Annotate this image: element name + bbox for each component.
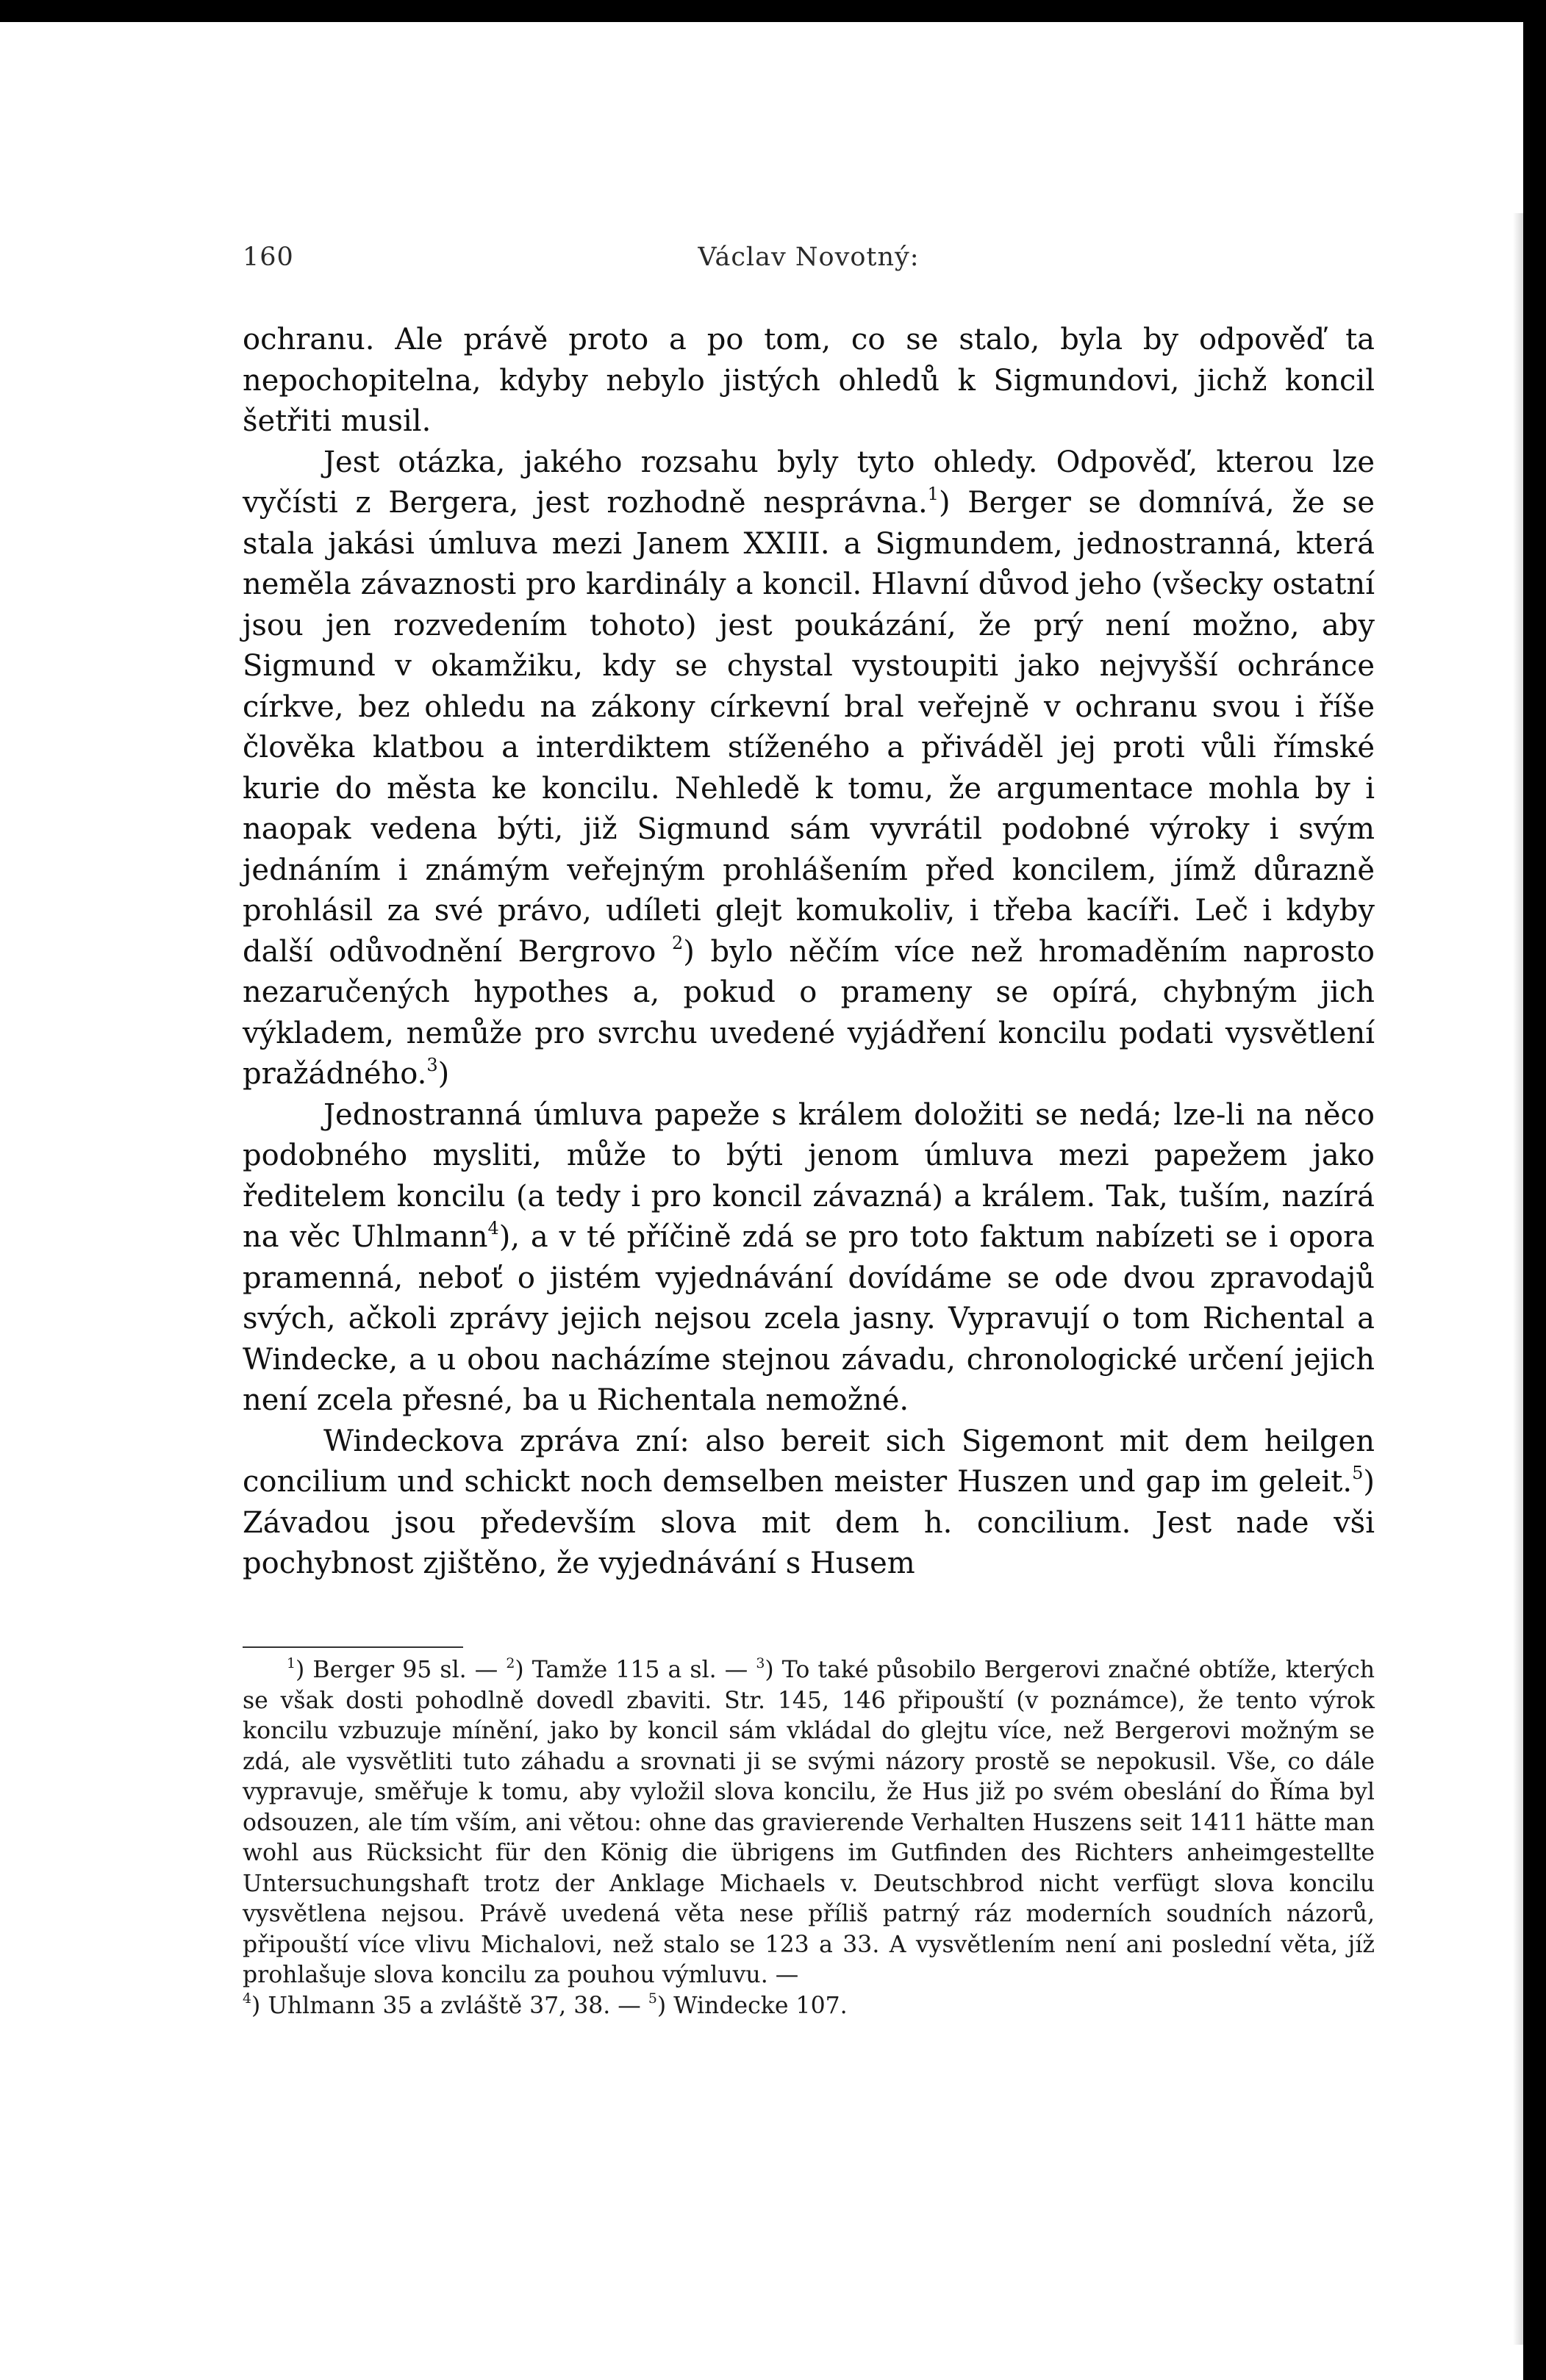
footnote-rule [243, 1646, 463, 1648]
paragraph-1-text: ochranu. Ale právě proto a po tom, co se stalo, byla by odpověď ta nepochopitelna, kdyby nebylo jistých ohledů k Sigmundovi, jichž koncil šetřiti musil. [243, 323, 1375, 438]
footnote-num-5: 5 [648, 1990, 657, 2007]
footnote-3: ) To také působilo Bergerovi značné obtíže, kterých se však dosti pohodlně dovedl zbaviti. Str. 145, 146 připouští (v poznámce), že tento výrok koncilu vzbuzuje mínění, jako by koncil sám vkládal do glejtu více, než Bergerovi možným se zdá, ale vysvětliti tuto záhadu a srovnati ji se svými názory prostě se nepokusil. Vše, co dále vypravuje, směřuje k tomu, aby vyložil slova koncilu, že Hus již po svém obeslání do Říma byl odsouzen, ale tím vším, ani větou: ohne das gravierende Verhalten Huszens seit 1411 hätte man wohl aus Rücksicht für den König die übrigens im Gutfinden des Richters anheimgestellte Untersuchungshaft trotz der Anklage Michaels v. Deutschbrod nicht verfügt slova koncilu vysvětlena nejsou. Právě uvedená věta nese příliš patrný ráz moderních soudních názorů, připouští více vlivu Michalovi, než stalo se 123 a 33. A vysvětlením není ani poslední věta, jíž prohlašuje slova koncilu za pouhou výmluvu. — [243, 1657, 1375, 1988]
paragraph-3-text-a: Jednostranná úmluva papeže s králem doložiti se nedá; lze-li na něco podobného mysliti, může to býti jenom úmluva mezi papežem jako ředitelem koncilu (a tedy i pro koncil závazná) a králem. Tak, tuším, nazírá na věc Uhlmann [243, 1097, 1375, 1254]
paragraph-3 [243, 1095, 1375, 1422]
footnote-num-3: 3 [756, 1655, 765, 1671]
paragraph-2-text-c: ) bylo něčím více než hromaděním naprosto nezaručených hypothes a, pokud o prameny se opírá, chybným jich výkladem, nemůže pro svrchu uvedené vyjádření koncilu podati vysvětlení pražádného. [243, 934, 1375, 1091]
paragraph-2 [243, 442, 1375, 1095]
body-text [243, 320, 1375, 1585]
running-title: Václav Novotný: [698, 243, 920, 272]
footnote-ref-2: 2 [671, 932, 684, 953]
paragraph-2-text-d: ) [437, 1057, 450, 1091]
footnote-5: ) Windecke 107. [656, 1992, 848, 2019]
scan-edge [1513, 213, 1523, 2345]
paragraph-2-text-b: ) Berger se domnívá, že se stala jakási úmluva mezi Janem XXIII. a Sigmundem, jednostranná, která neměla závaznosti pro kardinály a koncil. Hlavní důvod jeho (všecky ostatní jsou jen rozvedením tohoto) jest poukázání, že prý není možno, aby Sigmund v okamžiku, kdy se chystal vystoupiti jako nejvyšší ochránce církve, bez ohledu na zákony církevní bral veřejně v ochranu svou i říše člověka klatbou a interdiktem stíženého a přiváděl jej proti vůli římské kurie do města ke koncilu. Nehledě k tomu, že argumentace mohla by i naopak vedena býti, již Sigmund sám vyvrátil podobné výroky i svým jednáním i známým veřejným prohlášením před koncilem, jímž důrazně prohlásil za své právo, udíleti glejt komukoliv, i třeba kacíři. Leč i kdyby další odůvodnění Bergrovo [243, 486, 1375, 969]
footnote-block-end [243, 1991, 1375, 2022]
paragraph-2-text-a: Jest otázka, jakého rozsahu byly tyto ohledy. Odpověď, kterou lze vyčísti z Bergera, jest rozhodně nesprávna. [243, 445, 1375, 520]
page [0, 22, 1523, 2380]
footnote-ref-1: 1 [927, 484, 939, 505]
paragraph-4 [243, 1422, 1375, 1585]
paragraph-4-text-a: Windeckova zpráva zní: also bereit sich Sigemont mit dem heilgen concilium und schickt noch demselben meister Huszen und gap im geleit. [243, 1424, 1375, 1499]
footnotes [243, 1655, 1375, 2021]
paragraph-1 [243, 320, 1375, 442]
paragraph-4-text-b: ) Závadou jsou především slova mit dem h. concilium. Jest nade vši pochybnost zjištěno, že vyjednávání s Husem [243, 1465, 1375, 1580]
footnote-4: ) Uhlmann 35 a zvláště 37, 38. — [251, 1992, 648, 2019]
footnote-num-1: 1 [287, 1655, 296, 1671]
page-header [243, 243, 1375, 287]
footnote-ref-3: 3 [426, 1055, 438, 1076]
footnote-num-2: 2 [506, 1655, 515, 1671]
footnote-ref-5: 5 [1352, 1463, 1364, 1484]
footnote-num-4: 4 [243, 1990, 252, 2007]
paragraph-3-text-b: ), a v té příčině zdá se pro toto faktum nabízeti se i opora pramenná, neboť o jistém vyjednávání dovídáme se ode dvou zpravodajů svých, ačkoli zprávy jejich nejsou zcela jasny. Vypravují o tom Richental a Windecke, a u obou nacházíme stejnou závadu, chronologické určení jejich není zcela přesné, ba u Richentala nemožné. [243, 1220, 1375, 1417]
page-number: 160 [243, 243, 294, 272]
footnote-block [243, 1655, 1375, 1991]
footnote-ref-4: 4 [487, 1218, 499, 1239]
footnote-2: ) Tamže 115 a sl. — [515, 1657, 756, 1683]
footnote-1: ) Berger 95 sl. — [296, 1657, 507, 1683]
